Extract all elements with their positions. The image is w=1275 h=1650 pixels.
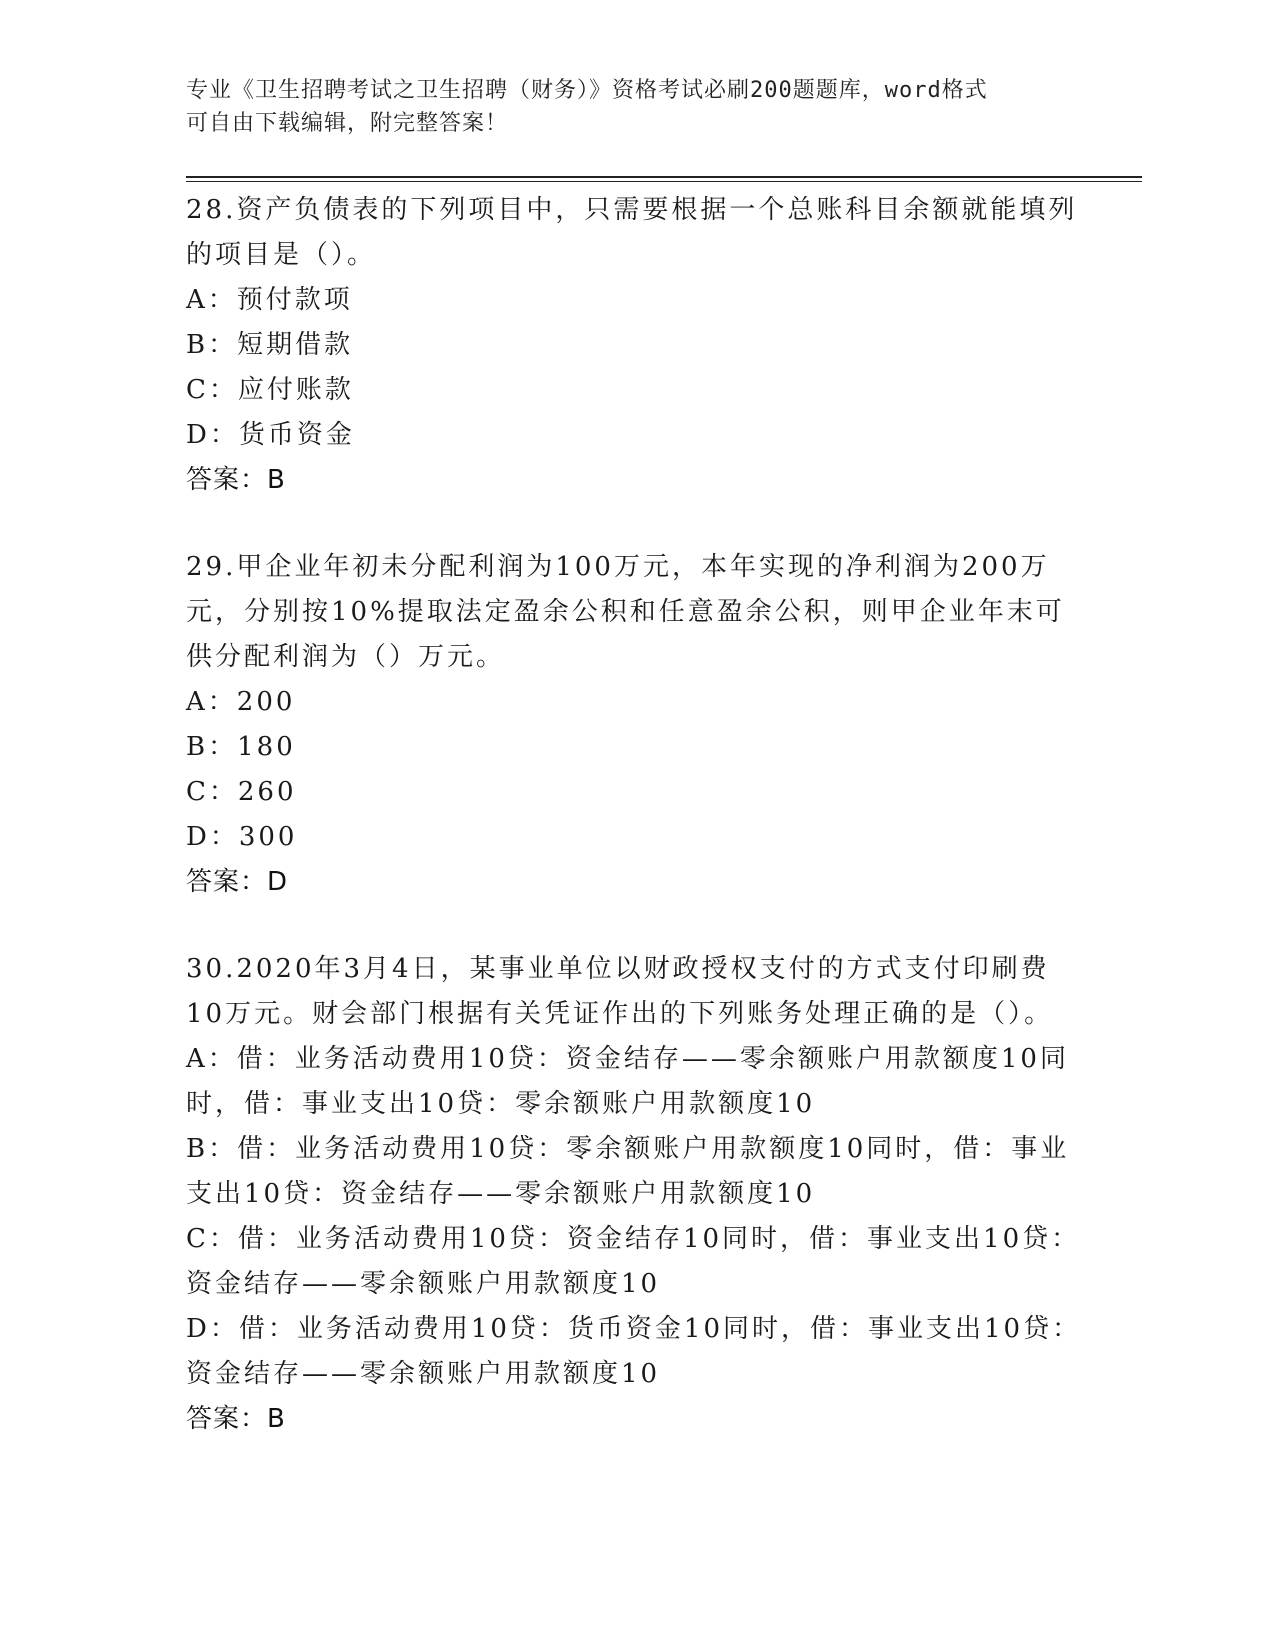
option-a: A：预付款项 [186, 285, 353, 315]
header-line-1: 专业《卫生招聘考试之卫生招聘（财务）》资格考试必刷200题题库，word格式 [186, 78, 988, 103]
answer-label: 答案：D [186, 867, 289, 897]
option-c: C：260 [186, 777, 297, 807]
option-b: B：借：业务活动费用10贷：零余额账户用款额度10同时，借：事业支出10贷：资金结存——零余额账户用款额度10 [186, 1134, 1070, 1209]
option-d: D：借：业务活动费用10贷：货币资金10同时，借：事业支出10贷：资金结存——零余额账户用款额度10 [186, 1314, 1082, 1389]
question-28 [186, 188, 1086, 503]
option-a: A：借：业务活动费用10贷：资金结存——零余额账户用款额度10同时，借：事业支出10贷：零余额账户用款额度10 [186, 1044, 1069, 1119]
header-line-2: 可自由下载编辑，附完整答案！ [186, 111, 509, 136]
answer-label: 答案：B [186, 465, 286, 495]
option-c: C：应付账款 [186, 375, 354, 405]
question-30 [186, 947, 1086, 1442]
question-29 [186, 545, 1086, 905]
option-b: B：短期借款 [186, 330, 354, 360]
option-b: B：180 [186, 732, 296, 762]
question-text: 29.甲企业年初未分配利润为100万元，本年实现的净利润为200万元，分别按10%提取法定盈余公积和任意盈余公积，则甲企业年末可供分配利润为（）万元。 [186, 552, 1065, 672]
option-a: A：200 [186, 687, 296, 717]
question-text: 30.2020年3月4日，某事业单位以财政授权支付的方式支付印刷费10万元。财会部门根据有关凭证作出的下列账务处理正确的是（）。 [186, 954, 1054, 1029]
question-list [186, 188, 1086, 1484]
header-divider-thick [186, 176, 1142, 178]
question-text: 28.资产负债表的下列项目中，只需要根据一个总账科目余额就能填列的项目是（）。 [186, 195, 1078, 270]
option-d: D：300 [186, 822, 298, 852]
option-d: D：货币资金 [186, 420, 355, 450]
header-divider-thin [186, 181, 1142, 182]
option-c: C：借：业务活动费用10贷：资金结存10同时，借：事业支出10贷：资金结存——零余额账户用款额度10 [186, 1224, 1081, 1299]
answer-label: 答案：B [186, 1404, 286, 1434]
document-header [186, 74, 1066, 140]
